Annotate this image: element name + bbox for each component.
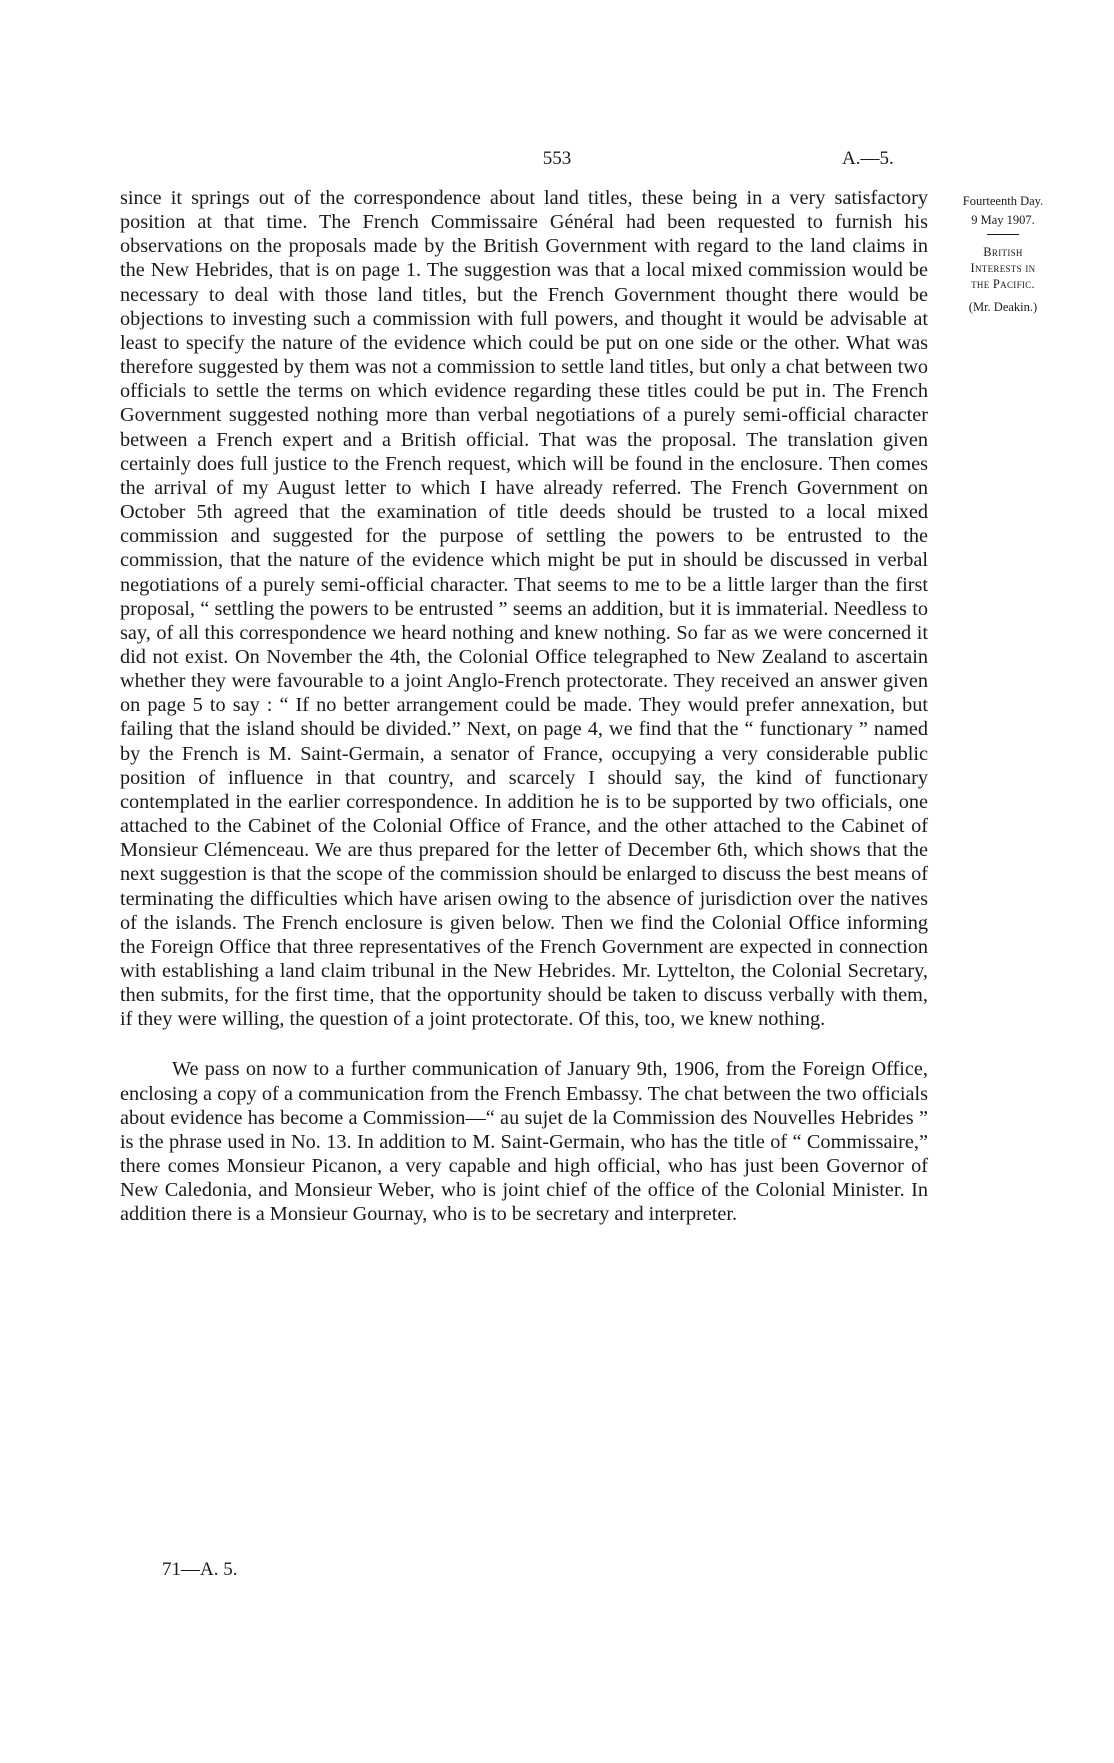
margin-note-day: Fourteenth Day. <box>962 194 1044 208</box>
margin-note-subject-line: Interests in <box>970 261 1036 275</box>
margin-note-divider <box>987 234 1019 235</box>
document-reference: A.—5. <box>842 148 894 169</box>
page-number: 553 <box>542 148 572 169</box>
printer-signature: 71—A. 5. <box>162 1559 238 1580</box>
body-text <box>120 186 928 1227</box>
margin-note-date: 9 May 1907. <box>971 213 1035 227</box>
margin-note-subject-line: the Pacific. <box>971 277 1035 291</box>
margin-note-subject <box>936 244 1070 292</box>
paragraph: since it springs out of the correspondence about land titles, these being in a very satisfactory position at that time. The French Commissaire Général had been requested to furnish his observations on the proposals made by the British Government with regard to the land claims in the New Hebrides, that is on page 1. The suggestion was that a local mixed commission would be necessary to deal with those land titles, but the French Government thought there would be objections to investing such a commission with full powers, and thought it would be advisable at least to specify the nature of the evidence which could be put on one side or the other. What was therefore suggested by them was not a commission to settle land titles, but only a chat between two officials to settle the terms on which evidence regarding these titles could be put in. The French Government suggested nothing more than verbal negotiations of a purely semi-official character between a French expert and a British official. That was the proposal. The translation given certainly does full justice to the French request, which will be found in the enclosure. Then comes the arrival of my August letter to which I have already referred. The French Government on October 5th agreed that the examination of title deeds should be trusted to a local mixed commission and suggested for the purpose of settling the powers to be entrusted to the commission, that the nature of the evidence which might be put in should be discussed in verbal negotiations of a purely semi-official character. That seems to me to be a little larger than the first proposal, “ settling the powers to be entrusted ” seems an addition, but it is immaterial. Needless to say, of all this correspondence we heard nothing and knew nothing. So far as we were concerned it did not exist. On November the 4th, the Colonial Office telegraphed to New Zealand to ascertain whether they were favourable to a joint Anglo-French protectorate. They received an answer given on page 5 to say : “ If no better arrangement could be made. They would prefer annexation, but failing that the island should be divided.” Next, on page 4, we find that the “ functionary ” named by the French is M. Saint-Germain, a senator of France, occupying a very considerable public position of influence in that country, and scarcely I should say, the kind of functionary contemplated in the earlier correspondence. In addition he is to be supported by two officials, one attached to the Cabinet of the Colonial Office of France, and the other attached to the Cabinet of Monsieur Clémenceau. We are thus prepared for the letter of December 6th, which shows that the next suggestion is that the scope of the commission should be enlarged to discuss the best means of terminating the difficulties which have arisen owing to the absence of jurisdiction over the natives of the islands. The French enclosure is given below. Then we find the Colonial Office informing the Foreign Office that three representatives of the French Government are expected in connection with establishing a land claim tribunal in the New Hebrides. Mr. Lyttelton, the Colonial Secretary, then submits, for the first time, that the opportunity should be taken to discuss verbally with them, if they were willing, the question of a joint protectorate. Of this, too, we knew nothing. <box>120 187 928 1031</box>
paragraph: We pass on now to a further communication of January 9th, 1906, from the Foreign Office, enclosing a copy of a communication from the French Embassy. The chat between the two officials about evidence has become a Commission—“ au sujet de la Commission des Nouvelles Hebrides ” is the phrase used in No. 13. In addition to M. Saint-Germain, who has the title of “ Commissaire,” there comes Monsieur Picanon, a very capable and high official, who has just been Governor of New Caledonia, and Monsieur Weber, who is joint chief of the office of the Colonial Minister. In addition there is a Monsieur Gournay, who is to be secretary and interpreter. <box>120 1058 928 1226</box>
margin-note-subject-line: British <box>983 245 1023 259</box>
margin-note <box>936 192 1070 317</box>
margin-note-speaker: (Mr. Deakin.) <box>968 300 1038 314</box>
